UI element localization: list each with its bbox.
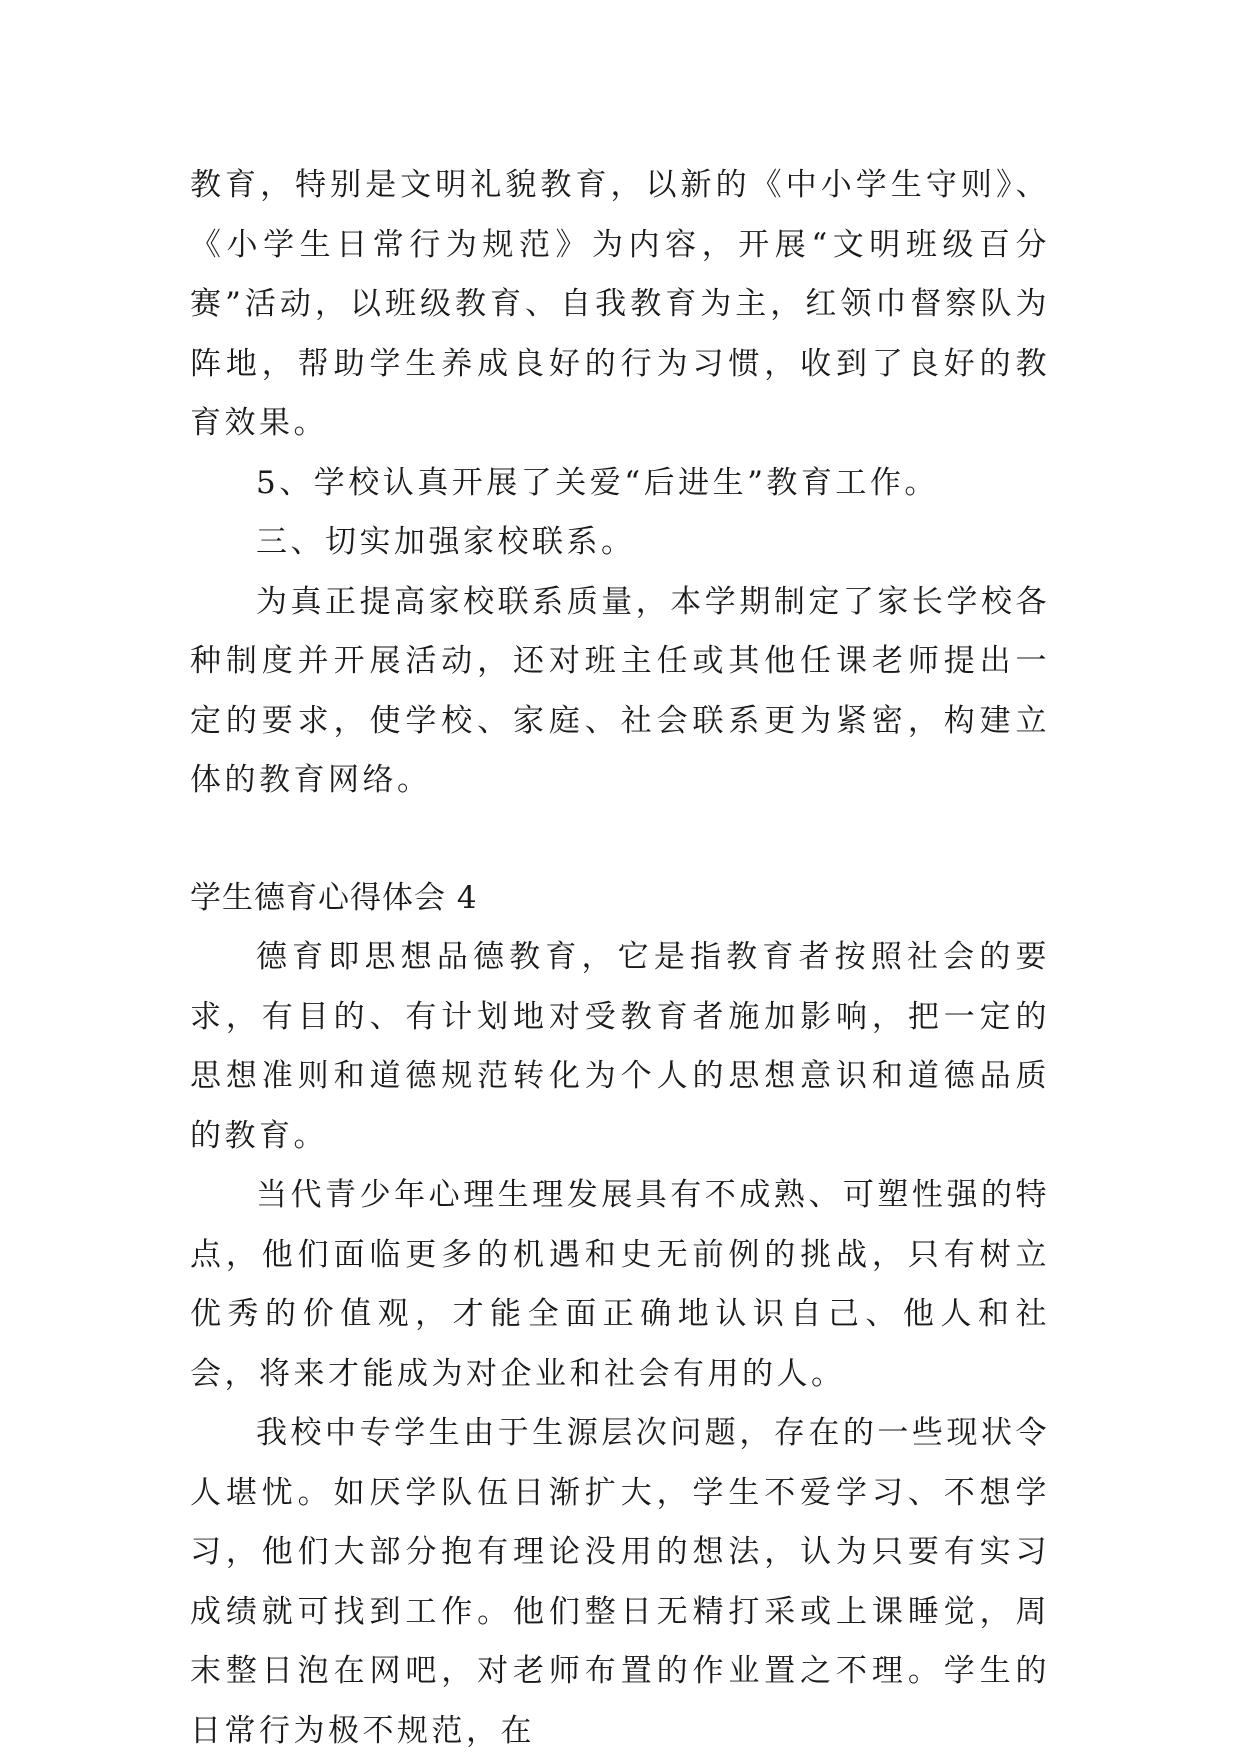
paragraph-moral-definition: 德育即思想品德教育，它是指教育者按照社会的要求，有目的、有计划地对受教育者施加影响，把一定的思想准则和道德规范转化为个人的思想意识和道德品质的教育。 (190, 939, 1050, 1154)
paragraph-section-three: 三、切实加强家校联系。 (256, 524, 636, 560)
paragraph-item-5: 5、学校认真开展了关爱“后进生”教育工作。 (256, 464, 939, 501)
paragraph-school-situation: 我校中专学生由于生源层次问题，存在的一些现状令人堪忧。如厌学队伍日渐扩大，学生不爱学习、不想学习，他们大部分抱有理论没用的想法，认为只要有实习成绩就可找到工作。他们整日无精打采或上课睡觉，周末整日泡在网吧，对老师布置的作业置之不理。学生的日常行为极不规范，在 (190, 1415, 1050, 1749)
paragraph-continuation: 教育，特别是文明礼貌教育，以新的《中小学生守则》、《小学生日常行为规范》为内容，开展“文明班级百分赛”活动，以班级教育、自我教育为主，红领巾督察队为阵地，帮助学生养成良好的行为习惯，收到了良好的教育效果。 (190, 167, 1050, 441)
section-title: 学生德育心得体会 4 (190, 879, 478, 916)
paragraph-home-school: 为真正提高家校联系质量，本学期制定了家长学校各种制度并开展活动，还对班主任或其他任课老师提出一定的要求，使学校、家庭、社会联系更为紧密，构建立体的教育网络。 (190, 583, 1050, 798)
paragraph-youth-development: 当代青少年心理生理发展具有不成熟、可塑性强的特点，他们面临更多的机遇和史无前例的挑战，只有树立优秀的价值观，才能全面正确地认识自己、他人和社会，将来才能成为对企业和社会有用的人。 (190, 1177, 1050, 1392)
document-body (190, 156, 1050, 1761)
